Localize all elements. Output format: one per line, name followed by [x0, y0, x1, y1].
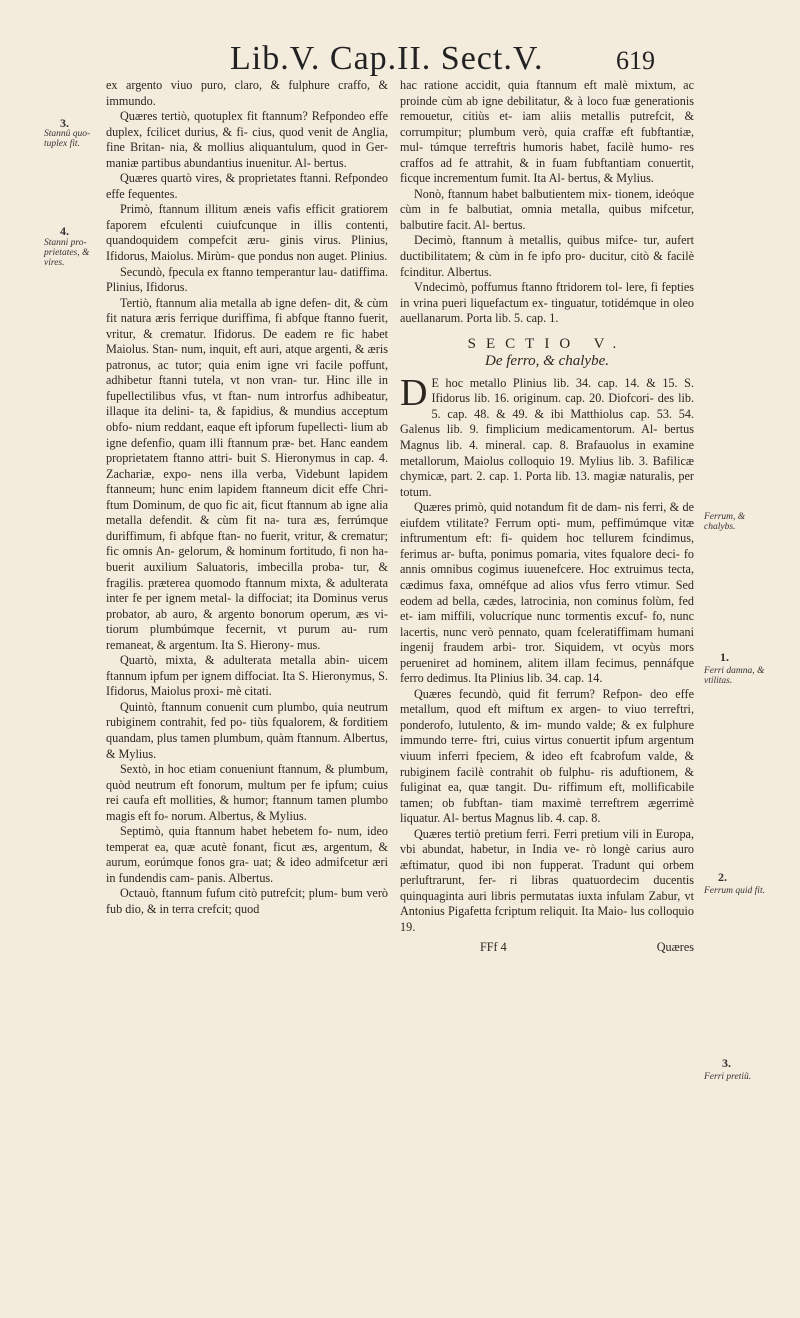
catchword: Quæres: [656, 939, 694, 954]
margin-number-4-left: 4.: [60, 224, 69, 238]
paragraph: ex argento viuo puro, claro, & fulphure craffo, & immundo.: [106, 78, 388, 108]
margin-number-1-right: 1.: [720, 650, 729, 664]
paragraph: Vndecimò, poffumus ftanno ftridorem tol- lere, fi fepties in vrina pueri liquefactum ex- tinguatur, totidémque in oleo auellanarum. Porta lib. 5. cap. 1.: [400, 280, 694, 326]
running-title: Lib.V. Cap.II. Sect.V.: [230, 40, 544, 77]
paragraph-text: E hoc metallo Plinius lib. 34. cap. 14. & 15. S. Ifidorus lib. 16. originum. cap. 20. Diofcori- des lib. 5. cap. 48. & 49. & ibi Matthiolus cap. 53. 54. Galenus lib. 9. fimplicium medicamentorum. Al- bertus Magnus lib. 4. mineral. cap. 8. Brafauolus in examine metallorum, Maiolus colloquio 19. Mylius lib. 3. Bafilicæ chymicæ, part. 2. cap. 1. Porta lib. 13. magiæ naturalis, per totum.: [400, 375, 694, 499]
margin-note-ferrum-chalybs: Ferrum, & chalybs.: [704, 512, 746, 532]
paragraph: Quæres fecundò, quid fit ferrum? Refpon- deo effe metallum, quod eft miftum ex argen- to viuo terreftri, ponderofo, lutulento, & im- mundo valde; & ex fulphure immundo terre- ftri, cuius virtus conuertit ipfum argentum viuum inferri fpeciem, & ideo eft fcabrofum valde, & rubiginem facilè contrahit ob fulphu- ris aduftionem, & fuliginat ea, quæ tangit. Du- riffimum eft, mollificabile tamen; ob fubftan- tiam maximè terreftrem ægerrimè liquatur. Al- bertus Magnus lib. 4. cap. 8.: [400, 686, 694, 826]
paragraph: Quæres tertiò pretium ferri. Ferri pretium vili in Europa, vbi abundat, habetur, in India ve- rò longè carius auro æftimatur, quod ibi non fupperat. Tradunt qui orbem perluftrarunt, fer- ri libras quatuordecim ducentis quinquaginta auri libris permutatas iuxta infulam Zabur, vt Antonius Pigafetta fcriptum reliquit. Ita Maio- lus colloquio 19.: [400, 826, 694, 934]
right-column: [400, 78, 694, 955]
page-number: 619: [616, 46, 655, 75]
margin-note-ferri-pretium: Ferri pretiũ.: [704, 1072, 752, 1082]
paragraph: Secundò, fpecula ex ftanno temperantur lau- datiffima. Plinius, Ifidorus.: [106, 264, 388, 295]
margin-note-stannum-quotuplex: Stannû quo- tuplex fit.: [44, 129, 91, 149]
signature-mark: FFf 4: [480, 939, 507, 954]
section-heading: SECTIO V.: [467, 335, 627, 352]
margin-number-3-right: 3.: [722, 1056, 731, 1070]
paragraph: Primò, ftannum illitum æneis vafis efficit gratiorem faporem efculenti cuiufcunque in illis contenti, quandoquidem compefcit æru- ginis virus. Plinius, Ifidorus, Maiolus. Mirùm- que pondus non auget. Plinius.: [106, 202, 388, 264]
paragraph: Quæres tertiò, quotuplex fit ftannum? Refpondeo effe duplex, fcilicet durius, & fi- cius, quod venit de Anglia, fine Britan- nia, & mollius aliquantulum, quod in Ger- maniæ partibus abundantius inuenitur. Al- bertus.: [106, 109, 388, 170]
margin-note-ferri-damna: Ferri damna, & vtilitas.: [704, 666, 765, 686]
paragraph: Tertiò, ftannum alia metalla ab igne defen- dit, & cùm fit natura æris ferrique duriffima, fi abfque ftanno fuerit, vritur, & crematur. Ifidorus. De eadem re fic habet Maiolus. Stan- num, inquit, eft auri, atque argenti, & æris patronus, ac tutor; quia enim igne vri facile poffunt, adhibetur ftanni tutela, vt non vran- tur. Hinc ille in fupellectilibus vfus, vt ftan- num introrfus adhibeatur, illaque ita delini- ta, & fapidius, & mundius acceptum obfo- nium reddant, eaque eft ipforum fupellecti- lium ab igne defenfio, quam illi ftannum præ- bet. Hanc eandem proprietatem ftanno attri- buit S. Hieronymus in cap. 4. Zachariæ, expo- nens illa verba, Videbunt lapidem ftanneum; hunc enim lapidem ftanneum dicit effe Chri- ftum Dominum, de quo fic ait, ficut ftannum ab igne alia metalla defendit. & cùm fit na- tura æs, ferrúmque duriffimum, fi abfque ftan- no fuerit, vritur, & crematur; fic omnis An- gelorum, & hominum fortitudo, fi non ha- buerit auxilium Saluatoris, imbecilla proba- tur, & fragilis. præterea quomodo ftannum mixta, & adulterata inter fe per ignem metal- la diffociat; ita Dominus verus probator, ab auro, & argento bonorum operum, æs vi- tiorum plumbúmque fecernit, vt purum au- rum remaneat, & argentum. Ita S. Hierony- mus.: [106, 295, 388, 652]
left-column: [106, 78, 388, 918]
margin-number-2-right: 2.: [718, 870, 727, 884]
paragraph: Quæres primò, quid notandum fit de dam- nis ferri, & de eiufdem vtilitate? Ferrum opti- mum, peffimúmque vitæ inftrumentum eft: fi- quidem hoc tellurem fcindimus, ferimus ar- bufta, ponimus pomaria, vites fqualore deci- fo annis omnibus cogimus iuuenefcere. Hoc extruimus tecta, cædimus faxa, omnéfque ad alios vfus ferro vtimur. Sed eodem ad bella, cædes, latrocinia, non cominus folùm, fed et- iam miffili, volucríque nunc tormentis excuf- fo, nunc lacertis, nunc verò pennato, quam fceleratiffimam humani ingenij fraudem arbi- tror. Siquidem, vt ocyùs mors perueniret ad hominem, alitem illam fecimus, pennáfque ferro dedimus. Ita Plinius lib. 34. cap. 14.: [400, 500, 694, 686]
paragraph-with-dropcap: [400, 371, 694, 500]
paragraph: Septimò, quia ftannum habet hebetem fo- num, ideo temperat ea, quæ acutè fonant, ficut æs, argentum, & aurum, eorúmque fonos gra- uat; & ideo admifcetur æri in fundendis cam- panis. Albertus.: [106, 824, 388, 885]
paragraph: Quæres quartò vires, & proprietates ftanni. Refpondeo effe fequentes.: [106, 171, 388, 201]
paragraph: Octauò, ftannum fufum citò putrefcit; plum- bum verò fub dio, & in terra crefcit; quod: [106, 886, 388, 916]
margin-note-stanni-proprietates: Stanni pro- prietates, & vires.: [44, 238, 90, 268]
margin-number-3-left: 3.: [60, 116, 69, 130]
section-subtitle: De ferro, & chalybe.: [485, 353, 609, 370]
dropcap-letter: D: [400, 371, 428, 414]
paragraph: Quartò, mixta, & adulterata metalla abin- uicem ftannum ipfum per ignem diffociat. Ita S. Hieronymus, S. Ifidorus, Maiolus proxi- mè citati.: [106, 653, 388, 699]
paragraph: Sextò, in hoc etiam conueniunt ftannum, & plumbum, quòd neutrum eft fonorum, multum per fe ipfum; cuius rei caufa eft mollities, & humor; ftannum tamen plumbo magis eft fo- norum. Albertus, & Mylius.: [106, 762, 388, 823]
paragraph: Quintò, ftannum conuenit cum plumbo, quia neutrum rubiginem contrahit, fed po- tiùs fqualorem, & forditiem quandam, plus tamen plumbum, quàm ftannum. Albertus, & Mylius.: [106, 699, 388, 761]
paragraph: hac ratione accidit, quia ftannum eft malè mixtum, ac proinde cùm ab igne debilitatur, & à loco fuæ generationis remouetur, citiùs et- iam aliis metallis putrefcit, & corrumpitur; plumbum verò, quia craffæ eft fubftantiæ, mul- túmque terreftris humoris habet, facilè humo- res craffos ad fe attrahit, & in fuam fubftantiam conuertit, ficque incrementum fumit. Ita Al- bertus, & Mylius.: [400, 78, 694, 186]
page-footer: [400, 940, 694, 956]
margin-note-ferrum-quid: Ferrum quid fit.: [704, 886, 765, 896]
paragraph: Decimò, ftannum à metallis, quibus mifce- tur, aufert ductibilitatem; & cùm in fe ipfo pro- ducitur, citò & facilè fcinditur. Albertus.: [400, 233, 694, 279]
paragraph: Nonò, ftannum habet balbutientem mix- tionem, ideóque cùm in fe balbutiat, omnia metalla, quibus mifcetur, balbutire facit. Al- bertus.: [400, 186, 694, 232]
